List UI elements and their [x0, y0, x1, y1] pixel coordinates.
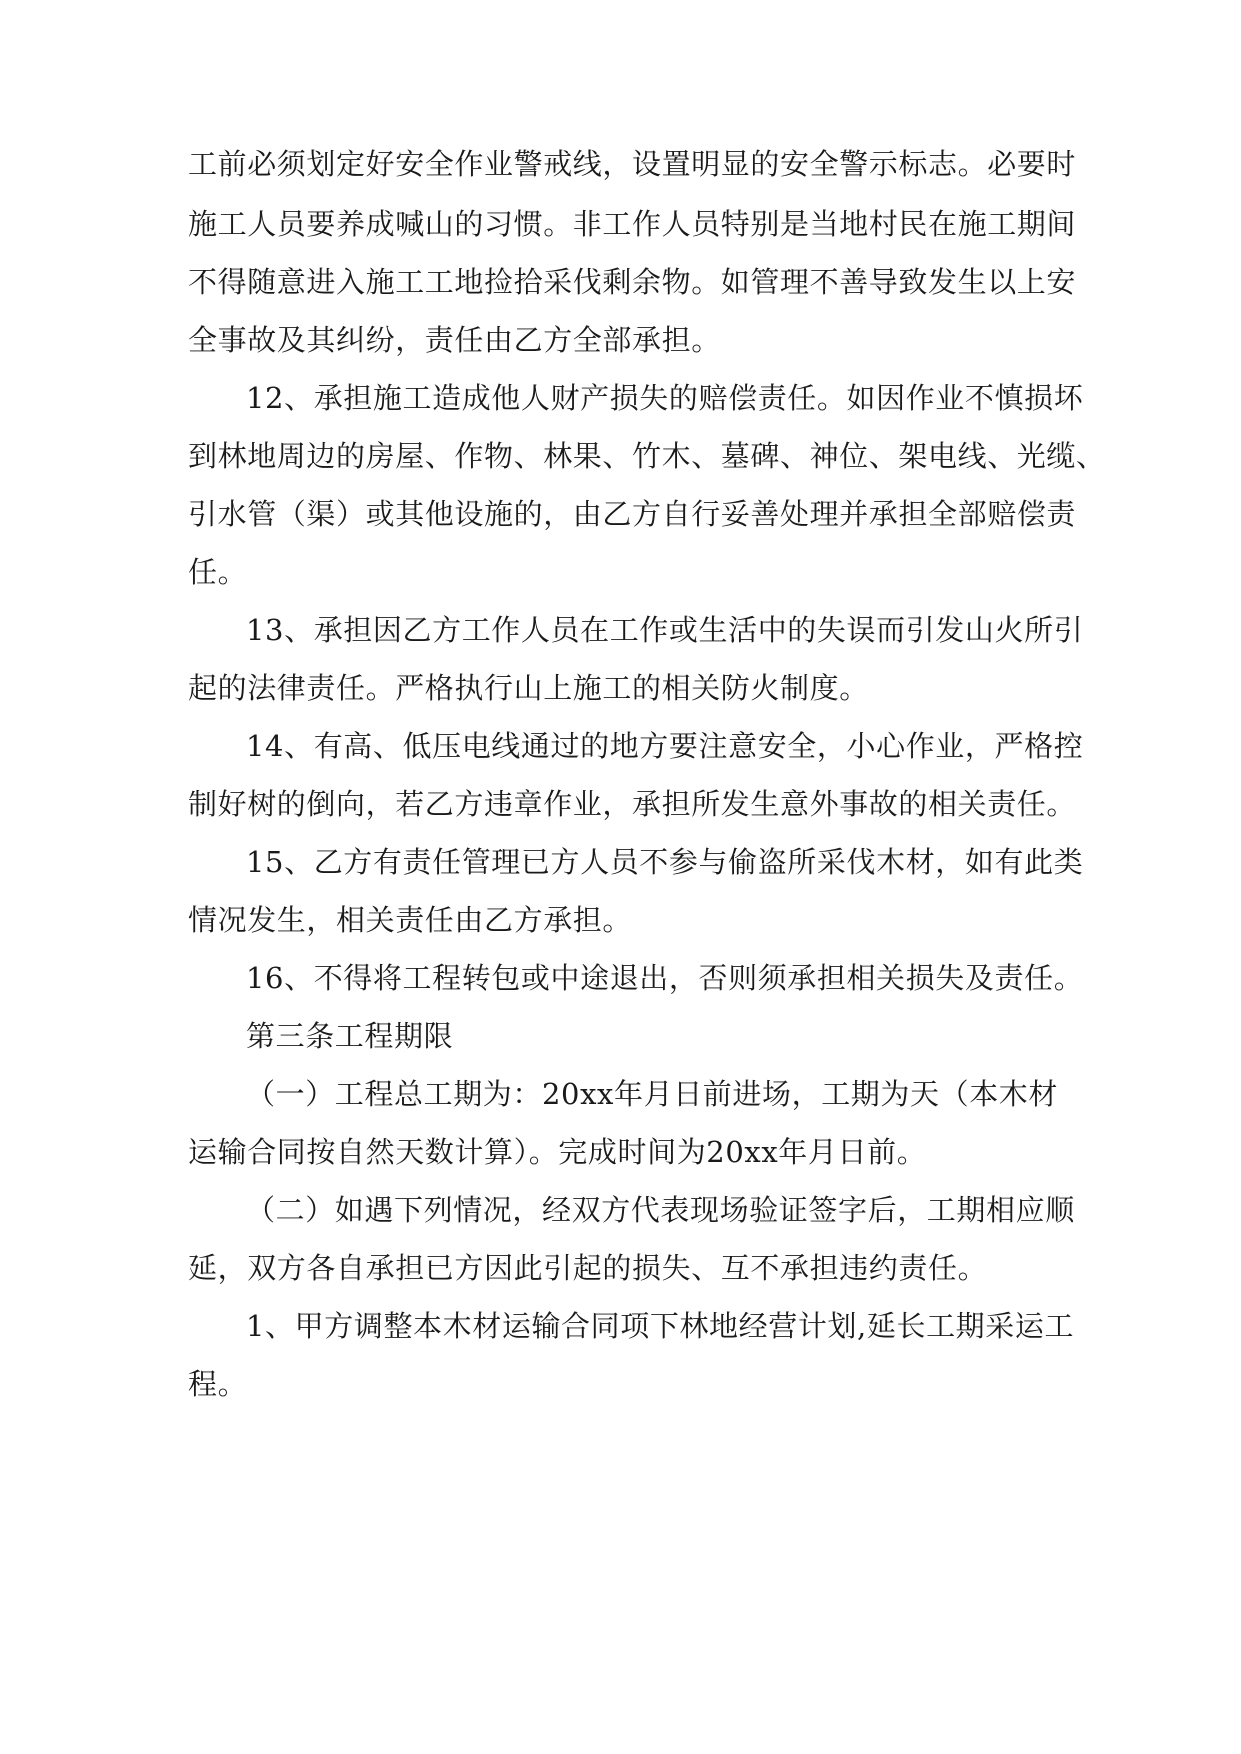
text-line: 施工人员要养成喊山的习惯。非工作人员特别是当地村民在施工期间	[188, 207, 1077, 241]
sub-clause-1: （一）工程总工期为：20xx年月日前进场，工期为天（本木材	[246, 1077, 1059, 1111]
clause-14: 14、有高、低压电线通过的地方要注意安全，小心作业，严格控	[246, 729, 1084, 763]
text-line: 情况发生，相关责任由乙方承担。	[188, 903, 633, 937]
text-line: 制好树的倒向，若乙方违章作业，承担所发生意外事故的相关责任。	[188, 787, 1077, 821]
text-line: 运输合同按自然天数计算）。完成时间为20xx年月日前。	[188, 1135, 927, 1169]
text-line: 起的法律责任。严格执行山上施工的相关防火制度。	[188, 671, 869, 705]
clause-15: 15、乙方有责任管理已方人员不参与偷盗所采伐木材，如有此类	[246, 845, 1084, 879]
text-line: 任。	[188, 555, 248, 589]
clause-13: 13、承担因乙方工作人员在工作或生活中的失误而引发山火所引	[246, 613, 1084, 647]
text-line: 工前必须划定好安全作业警戒线，设置明显的安全警示标志。必要时	[188, 147, 1077, 181]
text-line: 全事故及其纠纷，责任由乙方全部承担。	[188, 323, 721, 357]
text-line: 引水管（渠）或其他设施的，由乙方自行妥善处理并承担全部赔偿责	[188, 497, 1077, 531]
text-line: 程。	[188, 1367, 248, 1401]
text-line: 不得随意进入施工工地捡拾采伐剩余物。如管理不善导致发生以上安	[188, 265, 1077, 299]
clause-12: 12、承担施工造成他人财产损失的赔偿责任。如因作业不慎损坏	[246, 381, 1084, 415]
text-line: 到林地周边的房屋、作物、林果、竹木、墓碑、神位、架电线、光缆、	[188, 439, 1106, 473]
item-1: 1、甲方调整本木材运输合同项下林地经营计划,延长工期采运工	[246, 1309, 1075, 1343]
section-heading: 第三条工程期限	[246, 1019, 454, 1053]
clause-16: 16、不得将工程转包或中途退出，否则须承担相关损失及责任。	[246, 961, 1084, 995]
sub-clause-2: （二）如遇下列情况，经双方代表现场验证签字后，工期相应顺	[246, 1193, 1075, 1227]
text-line: 延，双方各自承担已方因此引起的损失、互不承担违约责任。	[188, 1251, 988, 1285]
